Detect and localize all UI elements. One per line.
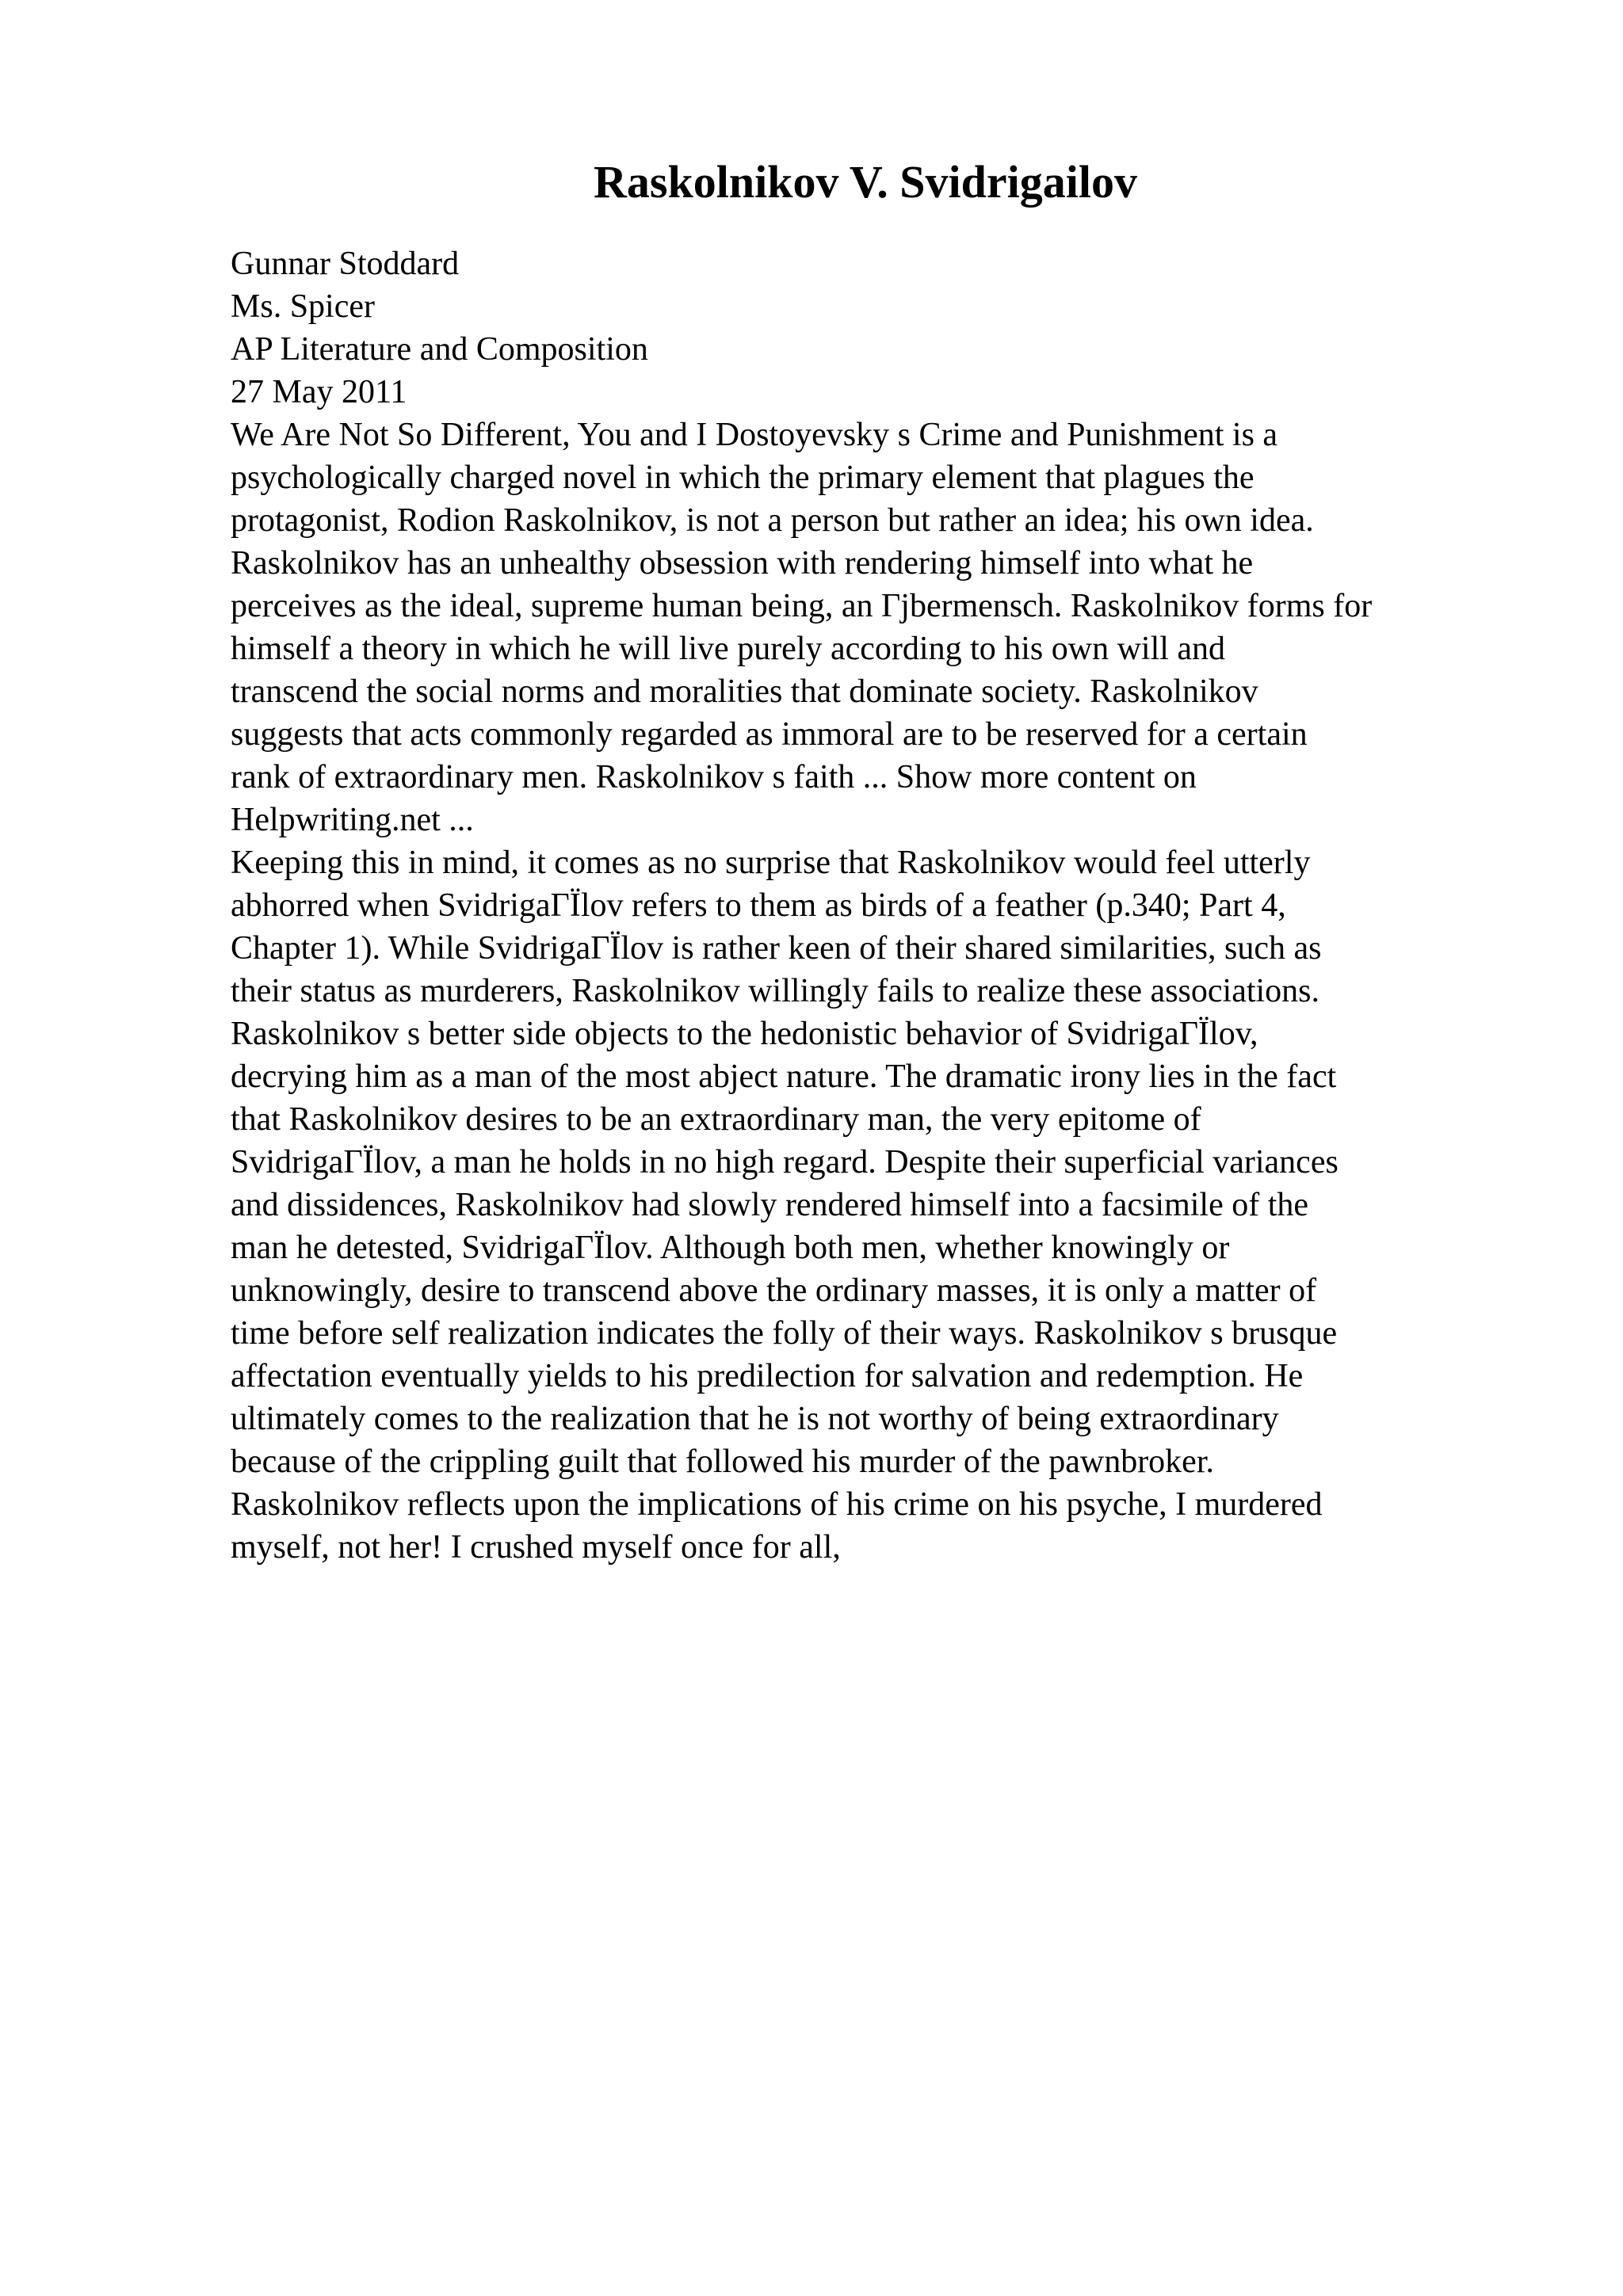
body-line: transcend the social norms and moralities that dominate society. Raskolnikov <box>231 673 1258 710</box>
body-line: Raskolnikov s better side objects to the hedonistic behavior of SvidrigaГЇlov, <box>231 1016 1258 1052</box>
body-line: rank of extraordinary men. Raskolnikov s faith ... Show more content on <box>231 759 1197 795</box>
body-line: abhorred when SvidrigaГЇlov refers to them as birds of a feather (p.340; Part 4, <box>231 887 1286 924</box>
body-line: perceives as the ideal, supreme human being, an Гjbermensch. Raskolnikov forms for <box>231 588 1373 624</box>
body-line: Chapter 1). While SvidrigaГЇlov is rather keen of their shared similarities, such as <box>231 930 1322 967</box>
course-name: AP Literature and Composition <box>231 331 648 368</box>
body-line: suggests that acts commonly regarded as immoral are to be reserved for a certain <box>231 716 1308 753</box>
body-line: man he detested, SvidrigaГЇlov. Although both men, whether knowingly or <box>231 1230 1230 1266</box>
body-line: psychologically charged novel in which the primary element that plagues the <box>231 460 1254 496</box>
body-line: Raskolnikov reflects upon the implications of his crime on his psyche, I murdered <box>231 1486 1323 1523</box>
document-body <box>231 242 1514 1569</box>
body-line: himself a theory in which he will live purely according to his own will and <box>231 631 1226 667</box>
body-line: myself, not her! I crushed myself once for all, <box>231 1529 841 1566</box>
body-line: Helpwriting.net ... <box>231 802 474 838</box>
author-name: Gunnar Stoddard <box>231 246 460 282</box>
body-line: SvidrigaГЇlov, a man he holds in no high regard. Despite their superficial variances <box>231 1144 1338 1180</box>
body-line: ultimately comes to the realization that he is not worthy of being extraordinary <box>231 1401 1279 1437</box>
body-line: decrying him as a man of the most abject nature. The dramatic irony lies in the fact <box>231 1058 1337 1095</box>
body-line: time before self realization indicates the folly of their ways. Raskolnikov s brusque <box>231 1315 1338 1352</box>
body-line: Keeping this in mind, it comes as no surprise that Raskolnikov would feel utterly <box>231 845 1311 881</box>
body-line: their status as murderers, Raskolnikov willingly fails to realize these associations. <box>231 973 1320 1009</box>
body-line: unknowingly, desire to transcend above the ordinary masses, it is only a matter of <box>231 1272 1317 1309</box>
body-line: because of the crippling guilt that followed his murder of the pawnbroker. <box>231 1444 1214 1480</box>
body-line: We Are Not So Different, You and I Dostoyevsky s Crime and Punishment is a <box>231 417 1278 453</box>
body-line: protagonist, Rodion Raskolnikov, is not a person but rather an idea; his own idea. <box>231 502 1314 539</box>
body-line: and dissidences, Raskolnikov had slowly rendered himself into a facsimile of the <box>231 1187 1309 1223</box>
teacher-name: Ms. Spicer <box>231 288 375 325</box>
document-title: Raskolnikov V. Svidrigailov <box>593 156 1138 208</box>
essay-date: 27 May 2011 <box>231 374 407 410</box>
body-line: affectation eventually yields to his predilection for salvation and redemption. He <box>231 1358 1304 1394</box>
body-line: that Raskolnikov desires to be an extraordinary man, the very epitome of <box>231 1101 1201 1138</box>
body-line: Raskolnikov has an unhealthy obsession with rendering himself into what he <box>231 545 1254 582</box>
